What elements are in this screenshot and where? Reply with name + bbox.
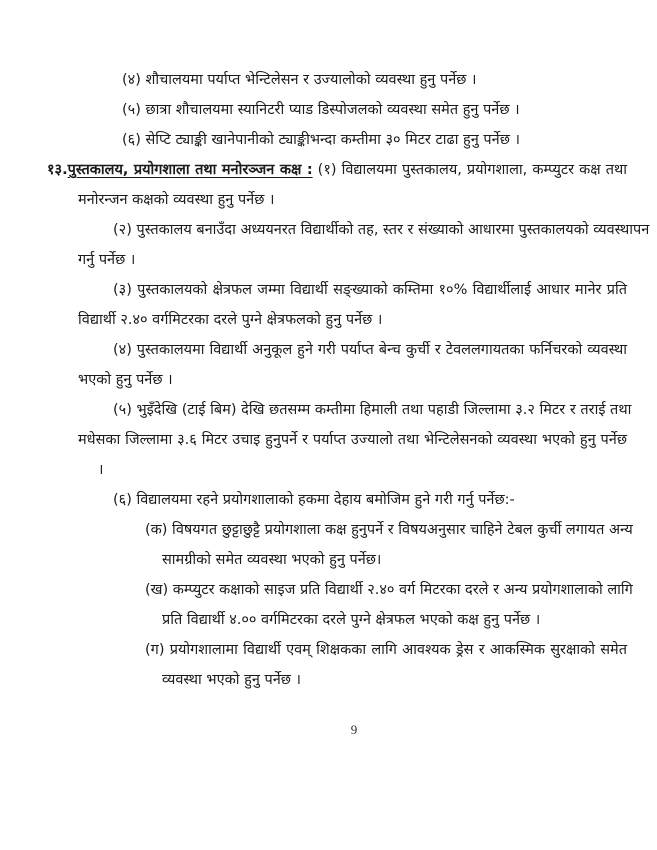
subclause-kha-line-2: प्रति विद्यार्थी ४.०० वर्गमिटरका दरले पुग्ने क्षेत्रफल भएको कक्ष हुनु पर्नेछ । <box>162 612 541 628</box>
section-number: १३. <box>47 162 68 178</box>
subclause-ga-line-1: (ग) प्रयोगशालामा विद्यार्थी एवम् शिक्षकका लागि आवश्यक ड्रेस र आकस्मिक सुरक्षाको समेत <box>145 642 627 658</box>
page-number: 9 <box>350 722 358 737</box>
prev-item-4: (४) शौचालयमा पर्याप्त भेन्टिलेसन र उज्यालोको व्यवस्था हुनु पर्नेछ । <box>122 72 477 88</box>
prev-item-5: (५) छात्रा शौचालयमा स्यानिटरी प्याड डिस्पोजलको व्यवस्था समेत हुनु पर्नेछ । <box>122 102 520 118</box>
clause-5-line-1: (५) भुइँदेखि (टाई बिम) देखि छतसम्म कम्तीमा हिमाली तथा पहाडी जिल्लामा ३.२ मिटर र तराई तथा <box>113 402 632 418</box>
clause-5-line-3: । <box>98 462 104 478</box>
subclause-ka-line-1: (क) विषयगत छुट्टाछुट्टै प्रयोगशाला कक्ष हुनुपर्ने र विषयअनुसार चाहिने टेबल कुर्ची लगायत अन्य <box>145 522 633 538</box>
clause-1-start: (१) विद्यालयमा पुस्तकालय, प्रयोगशाला, कम्प्युटर कक्ष तथा <box>317 162 627 178</box>
clause-3-line-2: विद्यार्थी २.४० वर्गमिटरका दरले पुग्ने क्षेत्रफलको हुनु पर्नेछ । <box>78 312 383 328</box>
prev-item-6: (६) सेप्टि ट्याङ्की खानेपानीको ट्याङ्कीभन्दा कम्तीमा ३० मिटर टाढा हुनु पर्नेछ । <box>122 132 520 148</box>
document-body <box>47 65 650 695</box>
clause-3-line-1: (३) पुस्तकालयको क्षेत्रफल जम्मा विद्यार्थी सङ्ख्याको कम्तिमा १०% विद्यार्थीलाई आधार मानेर प्रति <box>113 282 627 298</box>
section-13-heading-line <box>47 155 627 185</box>
clause-6-line-1: (६) विद्यालयमा रहने प्रयोगशालाको हकमा देहाय बमोजिम हुने गरी गर्नु पर्नेछ:- <box>113 492 515 508</box>
clause-5-line-2: मधेसका जिल्लामा ३.६ मिटर उचाइ हुनुपर्ने र पर्याप्त उज्यालो तथा भेन्टिलेसनको व्यवस्था भएको हुनु पर्नेछ <box>78 432 627 448</box>
section-title: पुस्तकालय, प्रयोगशाला तथा मनोरञ्जन कक्ष : <box>67 162 313 178</box>
clause-2-line-1: (२) पुस्तकालय बनाउँदा अध्ययनरत विद्यार्थीको तह, स्तर र संख्याको आधारमा पुस्तकालयको व्यवस्थापन <box>113 222 650 238</box>
clause-4-line-1: (४) पुस्तकालयमा विद्यार्थी अनुकूल हुने गरी पर्याप्त बेन्च कुर्ची र टेवललगायतका फर्निचरको व्यवस्था <box>113 342 627 358</box>
subclause-kha-line-1: (ख) कम्प्युटर कक्षाको साइज प्रति विद्यार्थी २.४० वर्ग मिटरका दरले र अन्य प्रयोगशालाको लागि <box>145 582 633 598</box>
subclause-ga-line-2: व्यवस्था भएको हुनु पर्नेछ । <box>162 672 302 688</box>
clause-1-continuation: मनोरन्जन कक्षको व्यवस्था हुनु पर्नेछ । <box>78 192 275 208</box>
subclause-ka-line-2: सामग्रीको समेत व्यवस्था भएको हुनु पर्नेछ। <box>162 552 382 568</box>
clause-4-line-2: भएको हुनु पर्नेछ । <box>78 372 173 388</box>
clause-2-line-2: गर्नु पर्नेछ । <box>78 252 136 268</box>
